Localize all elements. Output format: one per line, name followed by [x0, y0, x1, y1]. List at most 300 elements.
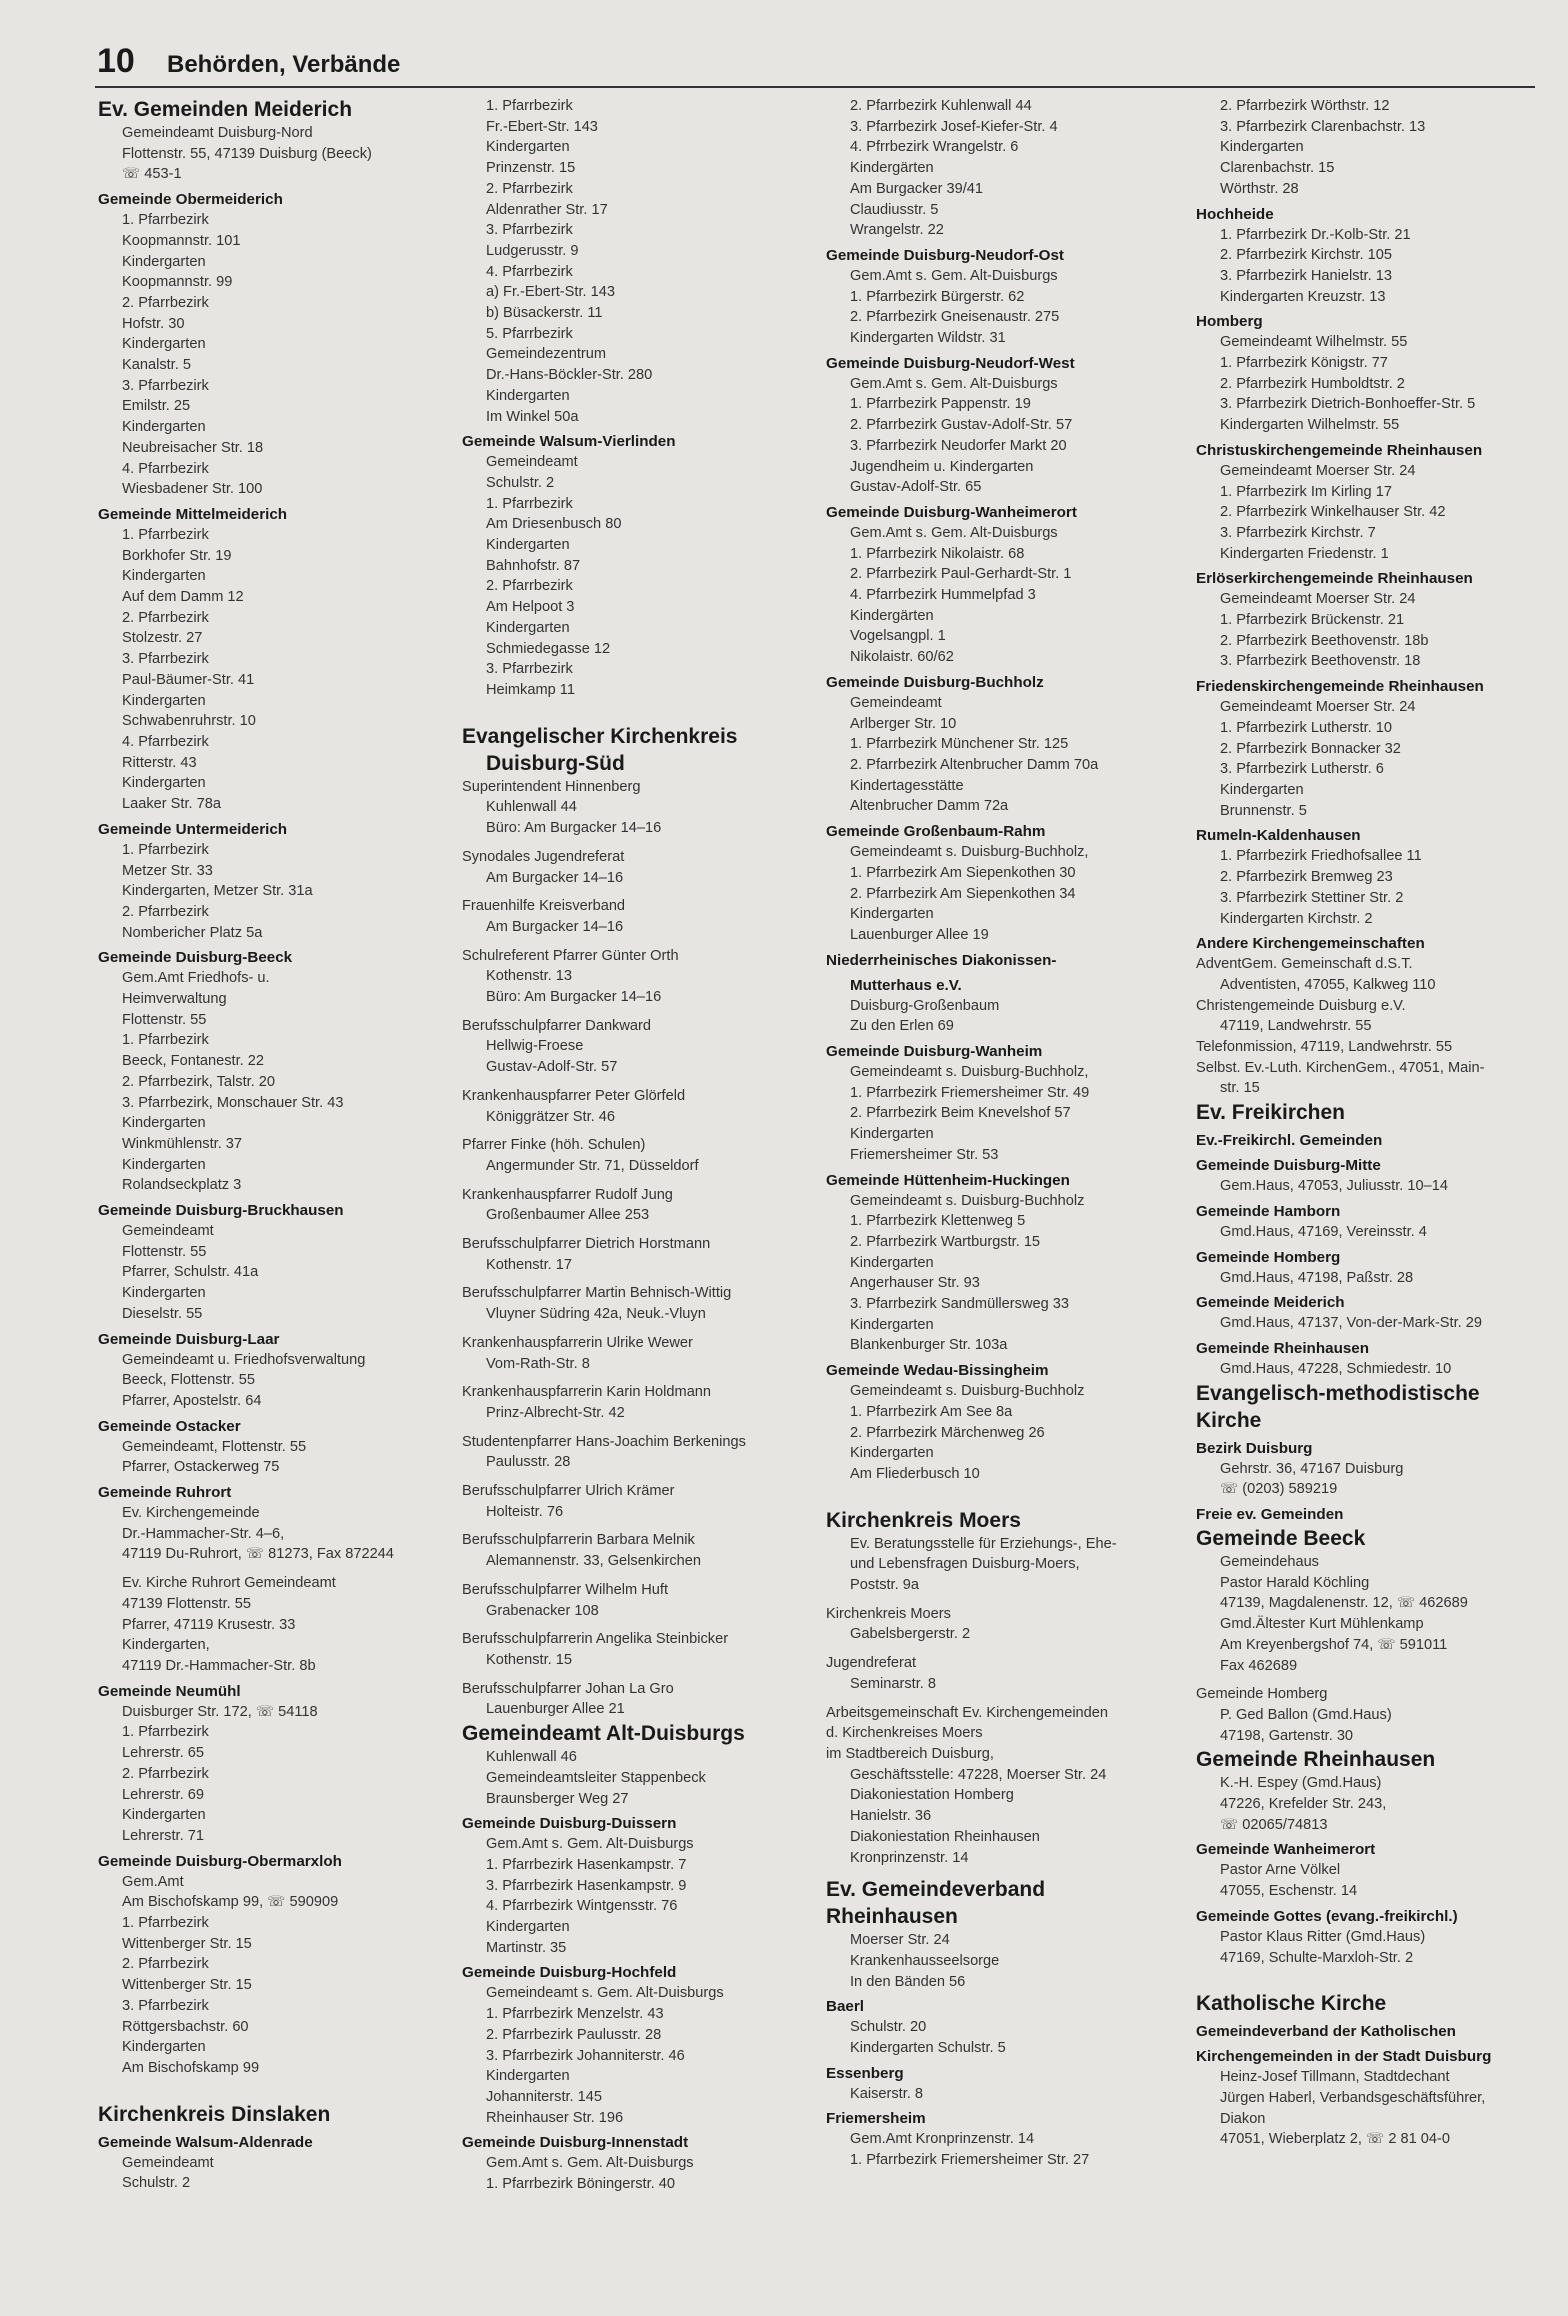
subsection-heading: Gemeinde Duisburg-Buchholz — [826, 673, 1044, 691]
entry-line: 3. Pfarrbezirk — [486, 661, 573, 678]
entry-line: Gehrstr. 36, 47167 Duisburg — [1220, 1460, 1404, 1477]
entry-line: Kindergarten — [122, 419, 206, 436]
subsection-heading: Gemeinde Duisburg-Beeck — [98, 949, 293, 967]
subsection-heading: Gemeinde Walsum-Vierlinden — [462, 433, 676, 451]
subsection-heading: Bezirk Duisburg — [1196, 1439, 1313, 1457]
entry-line: Gem.Haus, 47053, Juliusstr. 10–14 — [1220, 1178, 1448, 1195]
entry-line: Hellwig-Froese — [486, 1038, 584, 1055]
entry-line: 1. Pfarrbezirk Menzelstr. 43 — [486, 2006, 664, 2023]
entry-line: Krankenhauspfarrerin Ulrike Wewer — [462, 1334, 693, 1351]
spacer — [462, 1621, 808, 1629]
entry-line: Kothenstr. 15 — [486, 1652, 573, 1668]
entry-line: Gabelsbergerstr. 2 — [850, 1626, 971, 1643]
section-heading: Kirchenkreis Moers — [826, 1508, 1021, 1532]
subsection-heading: Gemeinde Hüttenheim-Huckingen — [826, 1171, 1070, 1189]
entry-line: Brunnenstr. 5 — [1220, 802, 1307, 819]
entry-line: Gemeindeamtsleiter Stappenbeck — [486, 1769, 706, 1786]
entry-line: Wörthstr. 28 — [1220, 180, 1299, 197]
entry-line: Gemeindeamt Moerser Str. 24 — [1220, 699, 1416, 716]
entry-line: Clarenbachstr. 15 — [1220, 160, 1335, 177]
entry-line: 3. Pfarrbezirk Dietrich-Bonhoeffer-Str. 5 — [1220, 396, 1476, 413]
entry-line: Angerhauser Str. 93 — [850, 1275, 980, 1292]
entry-line: Gemeindeamt — [122, 2154, 214, 2171]
subsection-heading: Gemeinde Duisburg-Laar — [98, 1330, 280, 1348]
entry-line: Büro: Am Burgacker 14–16 — [486, 989, 662, 1006]
entry-line: Kindergarten Wildstr. 31 — [850, 330, 1006, 347]
subsection-heading: Friemersheim — [826, 2110, 926, 2128]
subsection-heading: Gemeinde Rheinhausen — [1196, 1339, 1370, 1357]
entry-line: Kindergarten — [122, 692, 206, 709]
entry-line: Kindergarten Kreuzstr. 13 — [1220, 288, 1386, 305]
entry-line: Kindergarten — [850, 1254, 934, 1271]
entry-line: 1. Pfarrbezirk — [486, 495, 573, 512]
entry-line: Grabenacker 108 — [486, 1602, 599, 1619]
subsection-heading: Gemeinde Ruhrort — [98, 1484, 232, 1502]
entry-line: Pastor Arne Völkel — [1220, 1862, 1341, 1879]
entry-line: Metzer Str. 33 — [122, 862, 213, 879]
section-heading: Ev. Freikirchen — [1196, 1101, 1346, 1125]
entry-line: Pfarrer, Schulstr. 41a — [122, 1264, 259, 1281]
entry-line: Kindergarten — [486, 139, 570, 156]
entry-line: 1. Pfarrbezirk — [122, 212, 209, 229]
spacer — [462, 1078, 808, 1086]
page-title: Behörden, Verbände — [167, 51, 401, 78]
subsection-heading: Essenberg — [826, 2064, 904, 2082]
entry-line: 3. Pfarrbezirk — [486, 222, 573, 239]
spacer — [462, 1374, 808, 1382]
entry-line: Gem.Amt — [122, 1873, 184, 1890]
entry-line: Lauenburger Allee 19 — [850, 926, 989, 943]
entry-line: Am Burgacker 39/41 — [850, 180, 984, 197]
entry-line: Gem.Amt s. Gem. Alt-Duisburgs — [850, 267, 1058, 284]
entry-line: Kindergarten — [122, 1807, 206, 1824]
entry-line: 1. Pfarrbezirk Friemersheimer Str. 27 — [850, 2152, 1090, 2169]
entry-line: Gemeindeamt Duisburg-Nord — [122, 125, 313, 141]
entry-line: Am Burgacker 14–16 — [486, 918, 624, 935]
entry-line: Pastor Harald Köchling — [1220, 1574, 1370, 1591]
entry-line: Wiesbadener Str. 100 — [122, 481, 263, 498]
entry-line: Nikolaistr. 60/62 — [850, 649, 954, 666]
subsection-heading: Gemeinde Untermeiderich — [98, 820, 288, 838]
section-heading: Duisburg-Süd — [486, 751, 625, 775]
spacer — [462, 1522, 808, 1530]
entry-line: Gem.Amt Friedhofs- u. — [122, 970, 270, 987]
entry-line: Koopmannstr. 99 — [122, 274, 233, 291]
entry-line: Blankenburger Str. 103a — [850, 1337, 1008, 1354]
entry-line: ☏ 453-1 — [122, 166, 182, 183]
subsection-heading: Friedenskirchengemeinde Rheinhausen — [1196, 678, 1484, 696]
entry-line: Frauenhilfe Kreisverband — [462, 898, 626, 915]
entry-line: 3. Pfarrbezirk Sandmüllersweg 33 — [850, 1296, 1070, 1313]
entry-line: Gmd.Haus, 47169, Vereinsstr. 4 — [1220, 1223, 1427, 1240]
entry-line: Kindergarten — [122, 336, 206, 353]
entry-line: Claudiusstr. 5 — [850, 201, 939, 218]
entry-line: Lehrerstr. 71 — [122, 1827, 204, 1844]
entry-line: 3. Pfarrbezirk Josef-Kiefer-Str. 4 — [850, 118, 1058, 135]
subsection-heading: Gemeinde Mittelmeiderich — [98, 505, 288, 523]
section-heading: Ev. Gemeindeverband — [826, 1878, 1046, 1902]
spacer — [462, 839, 808, 847]
entry-line: Gemeindeamt s. Duisburg-Buchholz, — [850, 844, 1089, 861]
spacer — [462, 888, 808, 896]
entry-line: Zu den Erlen 69 — [850, 1018, 954, 1035]
entry-line: Kindergarten Wilhelmstr. 55 — [1220, 417, 1400, 434]
entry-line: 2. Pfarrbezirk Paul-Gerhardt-Str. 1 — [850, 566, 1072, 583]
entry-line: Flottenstr. 55, 47139 Duisburg (Beeck) — [122, 145, 372, 162]
entry-line: 47226, Krefelder Str. 243, — [1220, 1796, 1387, 1813]
entry-line: Gemeindeamt s. Duisburg-Buchholz — [850, 1383, 1085, 1400]
entry-line: 1. Pfarrbezirk Am See 8a — [850, 1403, 1013, 1420]
entry-line: Ev. Kirchengemeinde — [122, 1505, 260, 1522]
entry-line: Synodales Jugendreferat — [462, 848, 625, 865]
entry-line: 2. Pfarrbezirk Beim Knevelshof 57 — [850, 1105, 1071, 1122]
entry-line: 47198, Gartenstr. 30 — [1220, 1727, 1354, 1744]
subsection-heading: Gemeinde Gottes (evang.-freikirchl.) — [1196, 1907, 1458, 1925]
entry-line: 4. Pfarrbezirk Wintgensstr. 76 — [486, 1898, 678, 1915]
entry-line: Großenbaumer Allee 253 — [486, 1207, 650, 1224]
entry-line: Am Bischofskamp 99 — [122, 2059, 260, 2076]
entry-line: 3. Pfarrbezirk Beethovenstr. 18 — [1220, 653, 1421, 670]
entry-line: Gmd.Haus, 47198, Paßstr. 28 — [1220, 1269, 1414, 1286]
subsection-heading: Gemeinde Duisburg-Wanheim — [826, 1043, 1043, 1061]
entry-line: 2. Pfarrbezirk — [122, 294, 209, 311]
entry-line: b) Büsackerstr. 11 — [486, 305, 603, 322]
entry-line: Kindergarten — [122, 2039, 206, 2056]
spacer — [462, 1177, 808, 1185]
subsection-heading: Gemeinde Duisburg-Obermarxloh — [98, 1852, 342, 1870]
entry-line: Am Burgacker 14–16 — [486, 869, 624, 886]
entry-line: 3. Pfarrbezirk — [122, 377, 209, 394]
entry-line: 2. Pfarrbezirk Paulusstr. 28 — [486, 2026, 662, 2043]
entry-line: Kindergarten Kirchstr. 2 — [1220, 910, 1373, 927]
entry-line: 4. Pfarrbezirk — [122, 733, 209, 750]
entry-line: 1. Pfarrbezirk — [122, 1724, 209, 1741]
entry-line: 47055, Eschenstr. 14 — [1220, 1883, 1358, 1900]
entry-line: Gem.Amt s. Gem. Alt-Duisburgs — [850, 524, 1058, 541]
subsection-heading: Homberg — [1196, 313, 1263, 331]
entry-line: Röttgersbachstr. 60 — [122, 2018, 249, 2035]
subsection-heading: Andere Kirchengemeinschaften — [1196, 935, 1425, 953]
spacer — [826, 1485, 1178, 1507]
entry-line: Krankenhauspfarrer Rudolf Jung — [462, 1186, 673, 1203]
entry-line: Berufsschulpfarrer Wilhelm Huft — [462, 1581, 668, 1598]
section-heading: Ev. Gemeinden Meiderich — [98, 98, 353, 121]
entry-line: Kothenstr. 17 — [486, 1256, 573, 1273]
entry-line: a) Fr.-Ebert-Str. 143 — [486, 284, 615, 301]
entry-line: Kanalstr. 5 — [122, 357, 191, 374]
entry-line: Krankenhausseelsorge — [850, 1952, 1000, 1969]
entry-line: Kronprinzenstr. 14 — [850, 1849, 969, 1866]
entry-line: 47169, Schulte-Marxloh-Str. 2 — [1220, 1949, 1414, 1966]
entry-line: Kindergarten — [486, 619, 570, 636]
entry-line: 47119 Du-Ruhrort, ☏ 81273, Fax 872244 — [122, 1546, 394, 1563]
entry-line: 2. Pfarrbezirk — [486, 180, 573, 197]
entry-line: Neubreisacher Str. 18 — [122, 439, 264, 456]
entry-line: Dr.-Hammacher-Str. 4–6, — [122, 1525, 285, 1542]
entry-line: Gem.Amt s. Gem. Alt-Duisburgs — [850, 375, 1058, 392]
entry-line: Auf dem Damm 12 — [122, 589, 244, 606]
entry-line: Poststr. 9a — [850, 1577, 919, 1594]
entry-line: im Stadtbereich Duisburg, — [826, 1746, 994, 1762]
spacer — [98, 2079, 443, 2101]
entry-line: 2. Pfarrbezirk Wörthstr. 12 — [1220, 98, 1390, 114]
entry-line: Kindergarten — [1220, 781, 1304, 798]
subsection-heading: Christuskirchengemeinde Rheinhausen — [1196, 441, 1483, 459]
entry-line: Gem.Amt Kronprinzenstr. 14 — [850, 2131, 1035, 2148]
entry-line: Flottenstr. 55 — [122, 1243, 207, 1260]
entry-line: Moerser Str. 24 — [850, 1932, 950, 1949]
entry-line: Hanielstr. 36 — [850, 1808, 932, 1825]
entry-line: 47139, Magdalenenstr. 12, ☏ 462689 — [1220, 1595, 1468, 1612]
entry-line: 1. Pfarrbezirk Nikolaistr. 68 — [850, 545, 1025, 562]
entry-line: Dr.-Hans-Böckler-Str. 280 — [486, 367, 653, 384]
entry-line: Beeck, Flottenstr. 55 — [122, 1372, 256, 1389]
subsection-heading: Gemeinde Obermeiderich — [98, 191, 283, 209]
subsection-heading: Erlöserkirchengemeinde Rheinhausen — [1196, 570, 1473, 588]
entry-line: Gemeindezentrum — [486, 346, 607, 363]
entry-line: Kindergarten — [850, 906, 934, 923]
spacer — [462, 1226, 808, 1234]
entry-line: Altenbrucher Damm 72a — [850, 798, 1009, 815]
entry-line: Am Helpoot 3 — [486, 599, 575, 616]
entry-line: Diakon — [1220, 2110, 1266, 2127]
section-heading: Katholische Kirche — [1196, 1992, 1387, 2016]
entry-line: 4. Pfarrbezirk — [122, 460, 209, 477]
entry-line: Pastor Klaus Ritter (Gmd.Haus) — [1220, 1928, 1426, 1945]
entry-line: 3. Pfarrbezirk Stettiner Str. 2 — [1220, 889, 1404, 906]
entry-line: Kindergarten, Metzer Str. 31a — [122, 883, 313, 900]
entry-line: und Lebensfragen Duisburg-Moers, — [850, 1556, 1080, 1573]
entry-line: 1. Pfarrbezirk Am Siepenkothen 30 — [850, 864, 1076, 881]
entry-line: d. Kirchenkreises Moers — [826, 1725, 983, 1742]
section-heading: Gemeindeamt Alt-Duisburgs — [462, 1722, 745, 1746]
entry-line: ☏ (0203) 589219 — [1220, 1481, 1338, 1498]
subsection-heading: Gemeinde Duisburg-Neudorf-Ost — [826, 246, 1064, 264]
entry-line: Am Bischofskamp 99, ☏ 590909 — [122, 1894, 339, 1911]
entry-line: Kindergarten Friedenstr. 1 — [1220, 545, 1389, 562]
section-heading: Evangelischer Kirchenkreis — [462, 724, 738, 748]
entry-line: 1. Pfarrbezirk — [122, 1032, 209, 1049]
subsection-heading: Mutterhaus e.V. — [850, 976, 962, 994]
entry-line: Gemeindeamt Moerser Str. 24 — [1220, 462, 1416, 479]
entry-line: Kindergarten — [122, 568, 206, 585]
entry-line: 1. Pfarrbezirk — [122, 841, 209, 858]
subsection-heading: Hochheide — [1196, 205, 1274, 223]
subsection-heading: Gemeinde Duisburg-Bruckhausen — [98, 1202, 344, 1220]
column-4 — [1196, 96, 1536, 2150]
spacer — [462, 1325, 808, 1333]
entry-line: 1. Pfarrbezirk Dr.-Kolb-Str. 21 — [1220, 226, 1411, 243]
entry-line: Ev. Kirche Ruhrort Gemeindeamt — [122, 1575, 336, 1592]
entry-line: Vluyner Südring 42a, Neuk.-Vluyn — [486, 1306, 706, 1323]
entry-line: Schulreferent Pfarrer Günter Orth — [462, 947, 679, 964]
page-number: 10 — [97, 42, 135, 80]
entry-line: Berufsschulpfarrer Johan La Gro — [462, 1680, 674, 1697]
entry-line: 2. Pfarrbezirk Humboldtstr. 2 — [1220, 375, 1405, 392]
entry-line: Berufsschulpfarrer Martin Behnisch-Wittig — [462, 1285, 732, 1302]
spacer — [462, 1275, 808, 1283]
entry-line: 1. Pfarrbezirk Königstr. 77 — [1220, 355, 1388, 372]
entry-line: 1. Pfarrbezirk — [486, 98, 573, 114]
entry-line: 1. Pfarrbezirk Klettenweg 5 — [850, 1213, 1026, 1230]
entry-line: Vogelsangpl. 1 — [850, 628, 946, 645]
entry-line: Kindergarten — [122, 775, 206, 792]
entry-line: Heinz-Josef Tillmann, Stadtdechant — [1220, 2069, 1450, 2086]
entry-line: Kindergarten — [486, 387, 570, 404]
entry-line: 2. Pfarrbezirk — [122, 609, 209, 626]
entry-line: Arbeitsgemeinschaft Ev. Kirchengemeinden — [826, 1704, 1109, 1721]
entry-line: Berufsschulpfarrer Dankward — [462, 1017, 651, 1034]
entry-line: 2. Pfarrbezirk Gneisenaustr. 275 — [850, 309, 1060, 326]
entry-line: 2. Pfarrbezirk — [122, 1765, 209, 1782]
entry-line: Telefonmission, 47119, Landwehrstr. 55 — [1196, 1039, 1453, 1056]
entry-line: Martinstr. 35 — [486, 1939, 567, 1956]
entry-line: 1. Pfarrbezirk Friedhofsallee 11 — [1220, 848, 1422, 865]
subsection-heading: Gemeinde Meiderich — [1196, 1294, 1345, 1312]
entry-line: Alemannenstr. 33, Gelsenkirchen — [486, 1553, 701, 1570]
entry-line: Am Driesenbusch 80 — [486, 516, 622, 533]
entry-line: Borkhofer Str. 19 — [122, 547, 232, 564]
entry-line: Gustav-Adolf-Str. 65 — [850, 479, 982, 496]
entry-line: Beeck, Fontanestr. 22 — [122, 1053, 264, 1070]
entry-line: 1. Pfarrbezirk Brückenstr. 21 — [1220, 612, 1405, 629]
entry-line: Gmd.Haus, 47228, Schmiedestr. 10 — [1220, 1360, 1452, 1377]
spacer — [462, 701, 808, 723]
entry-line: 3. Pfarrbezirk Kirchstr. 7 — [1220, 524, 1376, 541]
entry-line: Laaker Str. 78a — [122, 796, 221, 813]
entry-line: 2. Pfarrbezirk Winkelhauser Str. 42 — [1220, 504, 1446, 521]
entry-line: Diakoniestation Homberg — [850, 1787, 1014, 1804]
subsection-heading: Gemeinde Duisburg-Mitte — [1196, 1157, 1381, 1175]
entry-line: 3. Pfarrbezirk Clarenbachstr. 13 — [1220, 118, 1426, 135]
entry-line: Holteistr. 76 — [486, 1503, 564, 1520]
entry-line: Wittenberger Str. 15 — [122, 1977, 252, 1994]
entry-line: 2. Pfarrbezirk Märchenweg 26 — [850, 1424, 1045, 1441]
entry-line: 2. Pfarrbezirk — [122, 1956, 209, 1973]
entry-line: Rolandseckplatz 3 — [122, 1177, 242, 1194]
entry-line: Lehrerstr. 69 — [122, 1786, 204, 1803]
entry-line: Dieselstr. 55 — [122, 1305, 203, 1322]
entry-line: Königgrätzer Str. 46 — [486, 1108, 615, 1125]
column-1 — [98, 96, 443, 2194]
entry-line: Koopmannstr. 101 — [122, 232, 241, 249]
entry-line: Büro: Am Burgacker 14–16 — [486, 820, 662, 837]
entry-line: Gemeinde Homberg — [1196, 1686, 1328, 1703]
entry-line: Gemeindeamt — [486, 454, 578, 471]
entry-line: 5. Pfarrbezirk — [486, 325, 573, 342]
entry-line: Berufsschulpfarrerin Barbara Melnik — [462, 1532, 695, 1549]
entry-line: Johanniterstr. 145 — [486, 2088, 603, 2105]
column-2 — [462, 96, 808, 2195]
entry-line: Gemeindeamt, Flottenstr. 55 — [122, 1438, 307, 1455]
subsection-heading: Gemeinde Ostacker — [98, 1417, 241, 1435]
subsection-heading: Rumeln-Kaldenhausen — [1196, 827, 1361, 845]
entry-line: 3. Pfarrbezirk Neudorfer Markt 20 — [850, 437, 1067, 454]
entry-line: Nombericher Platz 5a — [122, 924, 263, 941]
entry-line: 3. Pfarrbezirk Hasenkampstr. 9 — [486, 1877, 687, 1894]
entry-line: Paul-Bäumer-Str. 41 — [122, 671, 255, 688]
entry-line: Fr.-Ebert-Str. 143 — [486, 118, 598, 135]
entry-line: Jugendheim u. Kindergarten — [850, 458, 1034, 475]
entry-line: 2. Pfarrbezirk Gustav-Adolf-Str. 57 — [850, 417, 1073, 434]
entry-line: Kindergarten — [850, 1316, 934, 1333]
entry-line: 2. Pfarrbezirk Bonnacker 32 — [1220, 740, 1401, 757]
entry-line: Am Kreyenbergshof 74, ☏ 591011 — [1220, 1636, 1448, 1653]
entry-line: 2. Pfarrbezirk Am Siepenkothen 34 — [850, 885, 1076, 902]
subsection-heading: Gemeinde Homberg — [1196, 1248, 1341, 1266]
subsection-heading: Gemeindeverband der Katholischen — [1196, 2023, 1456, 2041]
entry-line: Gemeindeamt Wilhelmstr. 55 — [1220, 334, 1408, 351]
spacer — [462, 1671, 808, 1679]
entry-line: Krankenhauspfarrer Peter Glörfeld — [462, 1087, 686, 1104]
entry-line: 47051, Wieberplatz 2, ☏ 2 81 04-0 — [1220, 2131, 1450, 2148]
entry-line: Aldenrather Str. 17 — [486, 201, 608, 218]
entry-line: Kothenstr. 13 — [486, 968, 573, 985]
entry-line: Paulusstr. 28 — [486, 1454, 571, 1471]
subsection-heading: Gemeinde Neumühl — [98, 1682, 241, 1700]
entry-line: Prinzenstr. 15 — [486, 160, 576, 177]
spacer — [462, 1572, 808, 1580]
entry-line: Gmd.Ältester Kurt Mühlenkamp — [1220, 1616, 1424, 1633]
spacer — [462, 938, 808, 946]
entry-line: Heimverwaltung — [122, 991, 227, 1008]
entry-line: 2. Pfarrbezirk Beethovenstr. 18b — [1220, 632, 1429, 649]
entry-line: Schmiedegasse 12 — [486, 640, 611, 657]
entry-line: Adventisten, 47055, Kalkweg 110 — [1220, 976, 1436, 993]
entry-line: Seminarstr. 8 — [850, 1675, 936, 1692]
spacer — [826, 1645, 1178, 1653]
subsection-heading: Gemeinde Duisburg-Hochfeld — [462, 1964, 677, 1982]
entry-line: Gem.Amt s. Gem. Alt-Duisburgs — [486, 1836, 694, 1853]
subsection-heading: Gemeinde Wanheimerort — [1196, 1841, 1376, 1859]
entry-line: Schulstr. 2 — [122, 2175, 191, 2192]
column-3 — [826, 96, 1178, 2171]
entry-line: Kindergarten — [122, 1285, 206, 1302]
spacer — [826, 1695, 1178, 1703]
subsection-heading: Gemeinde Duisburg-Innenstadt — [462, 2134, 689, 2152]
subsection-heading: Gemeinde Großenbaum-Rahm — [826, 823, 1046, 841]
entry-line: 47119, Landwehrstr. 55 — [1220, 1018, 1372, 1035]
entry-line: 1. Pfarrbezirk Lutherstr. 10 — [1220, 719, 1392, 736]
subsection-heading: Gemeinde Duisburg-Neudorf-West — [826, 354, 1075, 372]
entry-line: 2. Pfarrbezirk — [486, 578, 573, 595]
entry-line: Duisburger Str. 172, ☏ 54118 — [122, 1703, 318, 1720]
section-heading: Gemeinde Rheinhausen — [1196, 1748, 1436, 1772]
entry-line: 1. Pfarrbezirk — [122, 526, 209, 543]
entry-line: Ritterstr. 43 — [122, 754, 197, 771]
entry-line: 4. Pfarrbezirk Hummelpfad 3 — [850, 587, 1036, 604]
entry-line: Berufsschulpfarrer Ulrich Krämer — [462, 1483, 675, 1500]
entry-line: P. Ged Ballon (Gmd.Haus) — [1220, 1706, 1392, 1723]
entry-line: Jugendreferat — [826, 1655, 917, 1672]
entry-line: 2. Pfarrbezirk Bremweg 23 — [1220, 869, 1393, 886]
entry-line: Fax 462689 — [1220, 1657, 1298, 1674]
page-header — [95, 42, 1535, 88]
section-heading: Kirche — [1196, 1408, 1262, 1432]
entry-line: Bahnhofstr. 87 — [486, 557, 581, 574]
entry-line: In den Bänden 56 — [850, 1973, 966, 1990]
entry-line: Pfarrer Finke (höh. Schulen) — [462, 1137, 646, 1154]
entry-line: Kindergarten — [486, 2068, 570, 2085]
entry-line: Heimkamp 11 — [486, 681, 575, 698]
entry-line: Jürgen Haberl, Verbandsgeschäftsführer, — [1220, 2090, 1486, 2106]
entry-line: Pfarrer, Ostackerweg 75 — [122, 1459, 280, 1476]
entry-line: Krankenhauspfarrerin Karin Holdmann — [462, 1384, 712, 1401]
entry-line: 1. Pfarrbezirk Münchener Str. 125 — [850, 736, 1069, 753]
entry-line: Gemeindeamt u. Friedhofsverwaltung — [122, 1351, 366, 1368]
entry-line: Kindergarten — [850, 1126, 934, 1143]
subsection-heading: Gemeinde Hamborn — [1196, 1202, 1341, 1220]
